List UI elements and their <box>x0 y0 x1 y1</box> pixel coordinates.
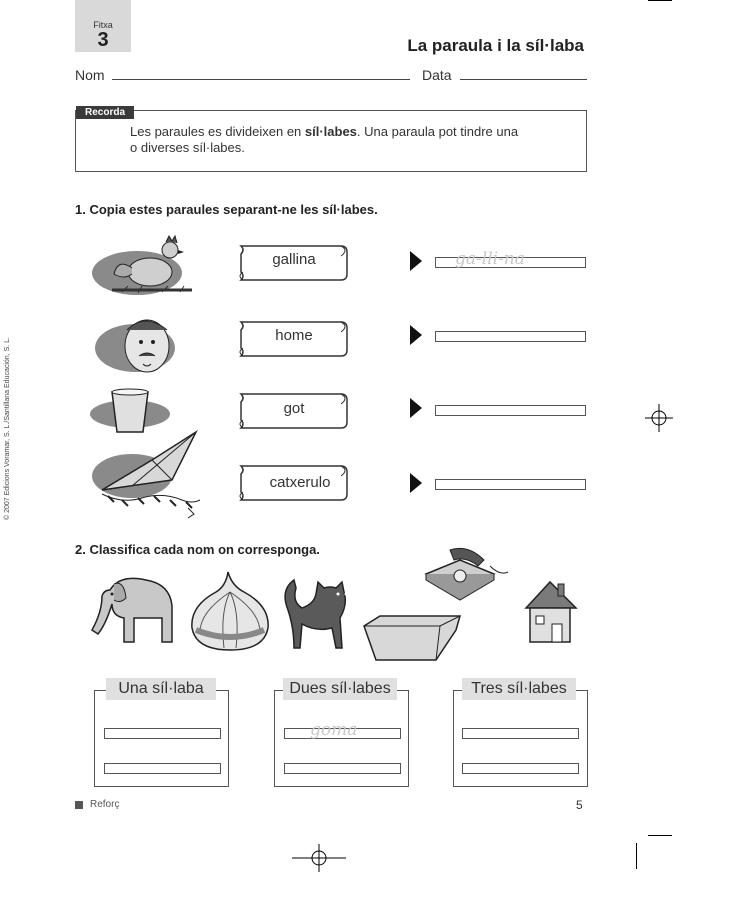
footer-label: Reforç <box>90 799 120 810</box>
answer-box[interactable] <box>462 728 579 739</box>
data-field[interactable] <box>460 79 587 80</box>
fitxa-number: 3 <box>97 29 109 51</box>
recorda-text <box>130 124 550 156</box>
copyright-note: © 2007 Edicions Voramar, S. L./Santillana Educación, S. L. <box>4 337 11 520</box>
answer-box[interactable] <box>435 405 586 416</box>
data-label: Data <box>422 67 452 83</box>
elephant-icon <box>90 570 180 655</box>
house-icon <box>522 576 580 646</box>
answer-box[interactable] <box>435 479 586 490</box>
nom-label: Nom <box>75 67 105 83</box>
exercise-1-instruction: 1. Copia estes paraules separant-ne les síl·labes. <box>75 202 378 217</box>
category-title: Dues síl·labes <box>283 678 397 700</box>
answer-box[interactable] <box>462 763 579 774</box>
word-label: gallina <box>272 251 316 268</box>
glass-icon <box>90 388 180 436</box>
arrow-right-icon <box>410 325 422 345</box>
word-label: got <box>283 400 305 417</box>
registration-mark-right <box>645 404 673 432</box>
fitxa-tab <box>75 0 131 52</box>
word-label: catxerulo <box>269 474 331 491</box>
hen-icon <box>92 228 197 300</box>
tray-icon <box>360 612 465 662</box>
arrow-right-icon <box>410 251 422 271</box>
recorda-text-end: . Una paraula pot tindre una <box>356 124 519 139</box>
crop-mark-top-right <box>648 0 672 1</box>
answer-box[interactable] <box>104 728 221 739</box>
answer-box[interactable] <box>104 763 221 774</box>
kite-icon <box>92 430 210 522</box>
recorda-text-bold: síl·labes <box>304 124 357 139</box>
page-title: La paraula i la síl·laba <box>407 36 584 55</box>
crop-mark-bottom-right-v <box>636 843 637 869</box>
page-number: 5 <box>576 798 583 812</box>
answer-box[interactable] <box>284 763 401 774</box>
nom-field[interactable] <box>112 79 410 80</box>
registration-mark-bottom <box>292 844 346 872</box>
word-label: home <box>275 327 313 344</box>
trace-example: ga-lli-na <box>455 249 525 269</box>
arrow-right-icon <box>410 398 422 418</box>
garlic-icon <box>188 568 274 652</box>
man-face-icon <box>95 310 190 380</box>
category-title: Tres síl·labes <box>462 678 576 700</box>
fitxa-label: Fitxa <box>93 20 113 30</box>
crop-mark-bottom-right-h <box>648 835 672 836</box>
recorda-text-line2: o diverses síl·labes. <box>130 140 245 155</box>
trace-example: goma <box>310 720 358 740</box>
recorda-tag: Recorda <box>76 106 134 119</box>
footer-square-icon <box>75 801 83 809</box>
arrow-right-icon <box>410 473 422 493</box>
cat-icon <box>280 570 360 652</box>
exercise-2-instruction: 2. Classifica cada nom on corresponga. <box>75 542 320 557</box>
recorda-text-start: Les paraules es divideixen en <box>130 124 305 139</box>
answer-box[interactable] <box>435 331 586 342</box>
telephone-icon <box>420 544 512 602</box>
category-title: Una síl·laba <box>106 678 216 700</box>
